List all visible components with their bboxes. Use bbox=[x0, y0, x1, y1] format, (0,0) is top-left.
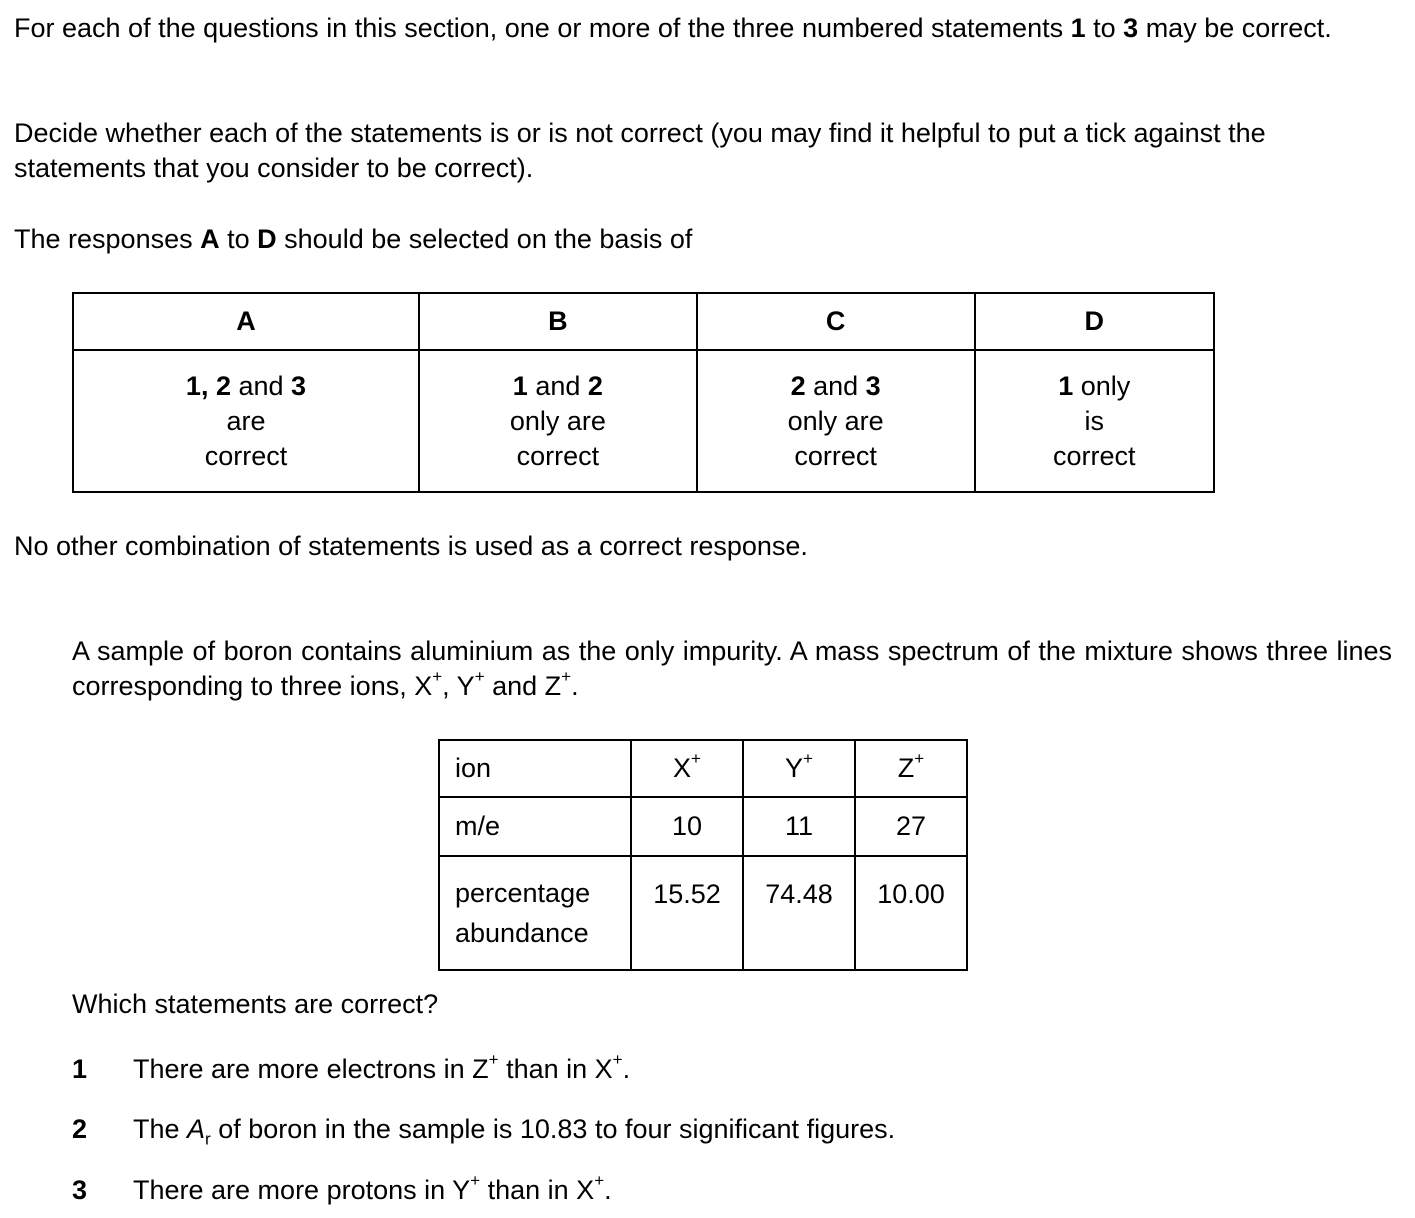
response-letter-c: C bbox=[697, 293, 975, 350]
response-c-meaning: 2 and 3 only are correct bbox=[697, 350, 975, 492]
response-letter-b: B bbox=[419, 293, 697, 350]
response-key-table bbox=[72, 292, 1215, 493]
statement-number: 2 bbox=[72, 1114, 88, 1144]
response-letter-d: D bbox=[975, 293, 1214, 350]
response-letter-a: A bbox=[73, 293, 419, 350]
ion-x: X+ bbox=[631, 740, 743, 797]
me-value-z: 27 bbox=[855, 797, 967, 856]
ion-y: Y+ bbox=[743, 740, 855, 797]
instructions-paragraph-1: For each of the questions in this section, one or more of the three numbered statements 1 to 3 may be correct. bbox=[14, 13, 1332, 43]
abundance-value-z: 10.00 bbox=[855, 856, 967, 970]
ion-header: ion bbox=[439, 740, 631, 797]
response-b-meaning: 1 and 2 only are correct bbox=[419, 350, 697, 492]
no-other-combination-note: No other combination of statements is used as a correct response. bbox=[14, 531, 808, 561]
instructions-paragraph-2: Decide whether each of the statements is or is not correct (you may find it helpful to put a tick against the statements that you consider to be correct). bbox=[14, 118, 1266, 183]
ion-z: Z+ bbox=[855, 740, 967, 797]
abundance-value-x: 15.52 bbox=[631, 856, 743, 970]
statement-number: 1 bbox=[72, 1054, 88, 1084]
me-value-y: 11 bbox=[743, 797, 855, 856]
me-value-x: 10 bbox=[631, 797, 743, 856]
me-label: m/e bbox=[439, 797, 631, 856]
abundance-value-y: 74.48 bbox=[743, 856, 855, 970]
which-statements-prompt: Which statements are correct? bbox=[72, 989, 439, 1019]
statement-text: There are more electrons in Z+ than in X+. bbox=[133, 1050, 631, 1084]
instructions-paragraph-3: The responses A to D should be selected on the basis of bbox=[14, 224, 693, 254]
statement-text: There are more protons in Y+ than in X+. bbox=[133, 1171, 612, 1205]
response-d-meaning: 1 only is correct bbox=[975, 350, 1214, 492]
question-stem: A sample of boron contains aluminium as the only impurity. A mass spectrum of the mixture shows three lines corresponding to three ions, X+, Y+ and Z+. bbox=[72, 636, 1392, 701]
abundance-label: percentage abundance bbox=[439, 856, 631, 970]
statement-text: The $A_r$ of boron in the sample is 10.83 to four significant figures. bbox=[133, 1114, 896, 1149]
mass-spectrum-table bbox=[438, 739, 968, 971]
response-a-meaning: 1, 2 and 3 are correct bbox=[73, 350, 419, 492]
statement-number: 3 bbox=[72, 1175, 88, 1205]
